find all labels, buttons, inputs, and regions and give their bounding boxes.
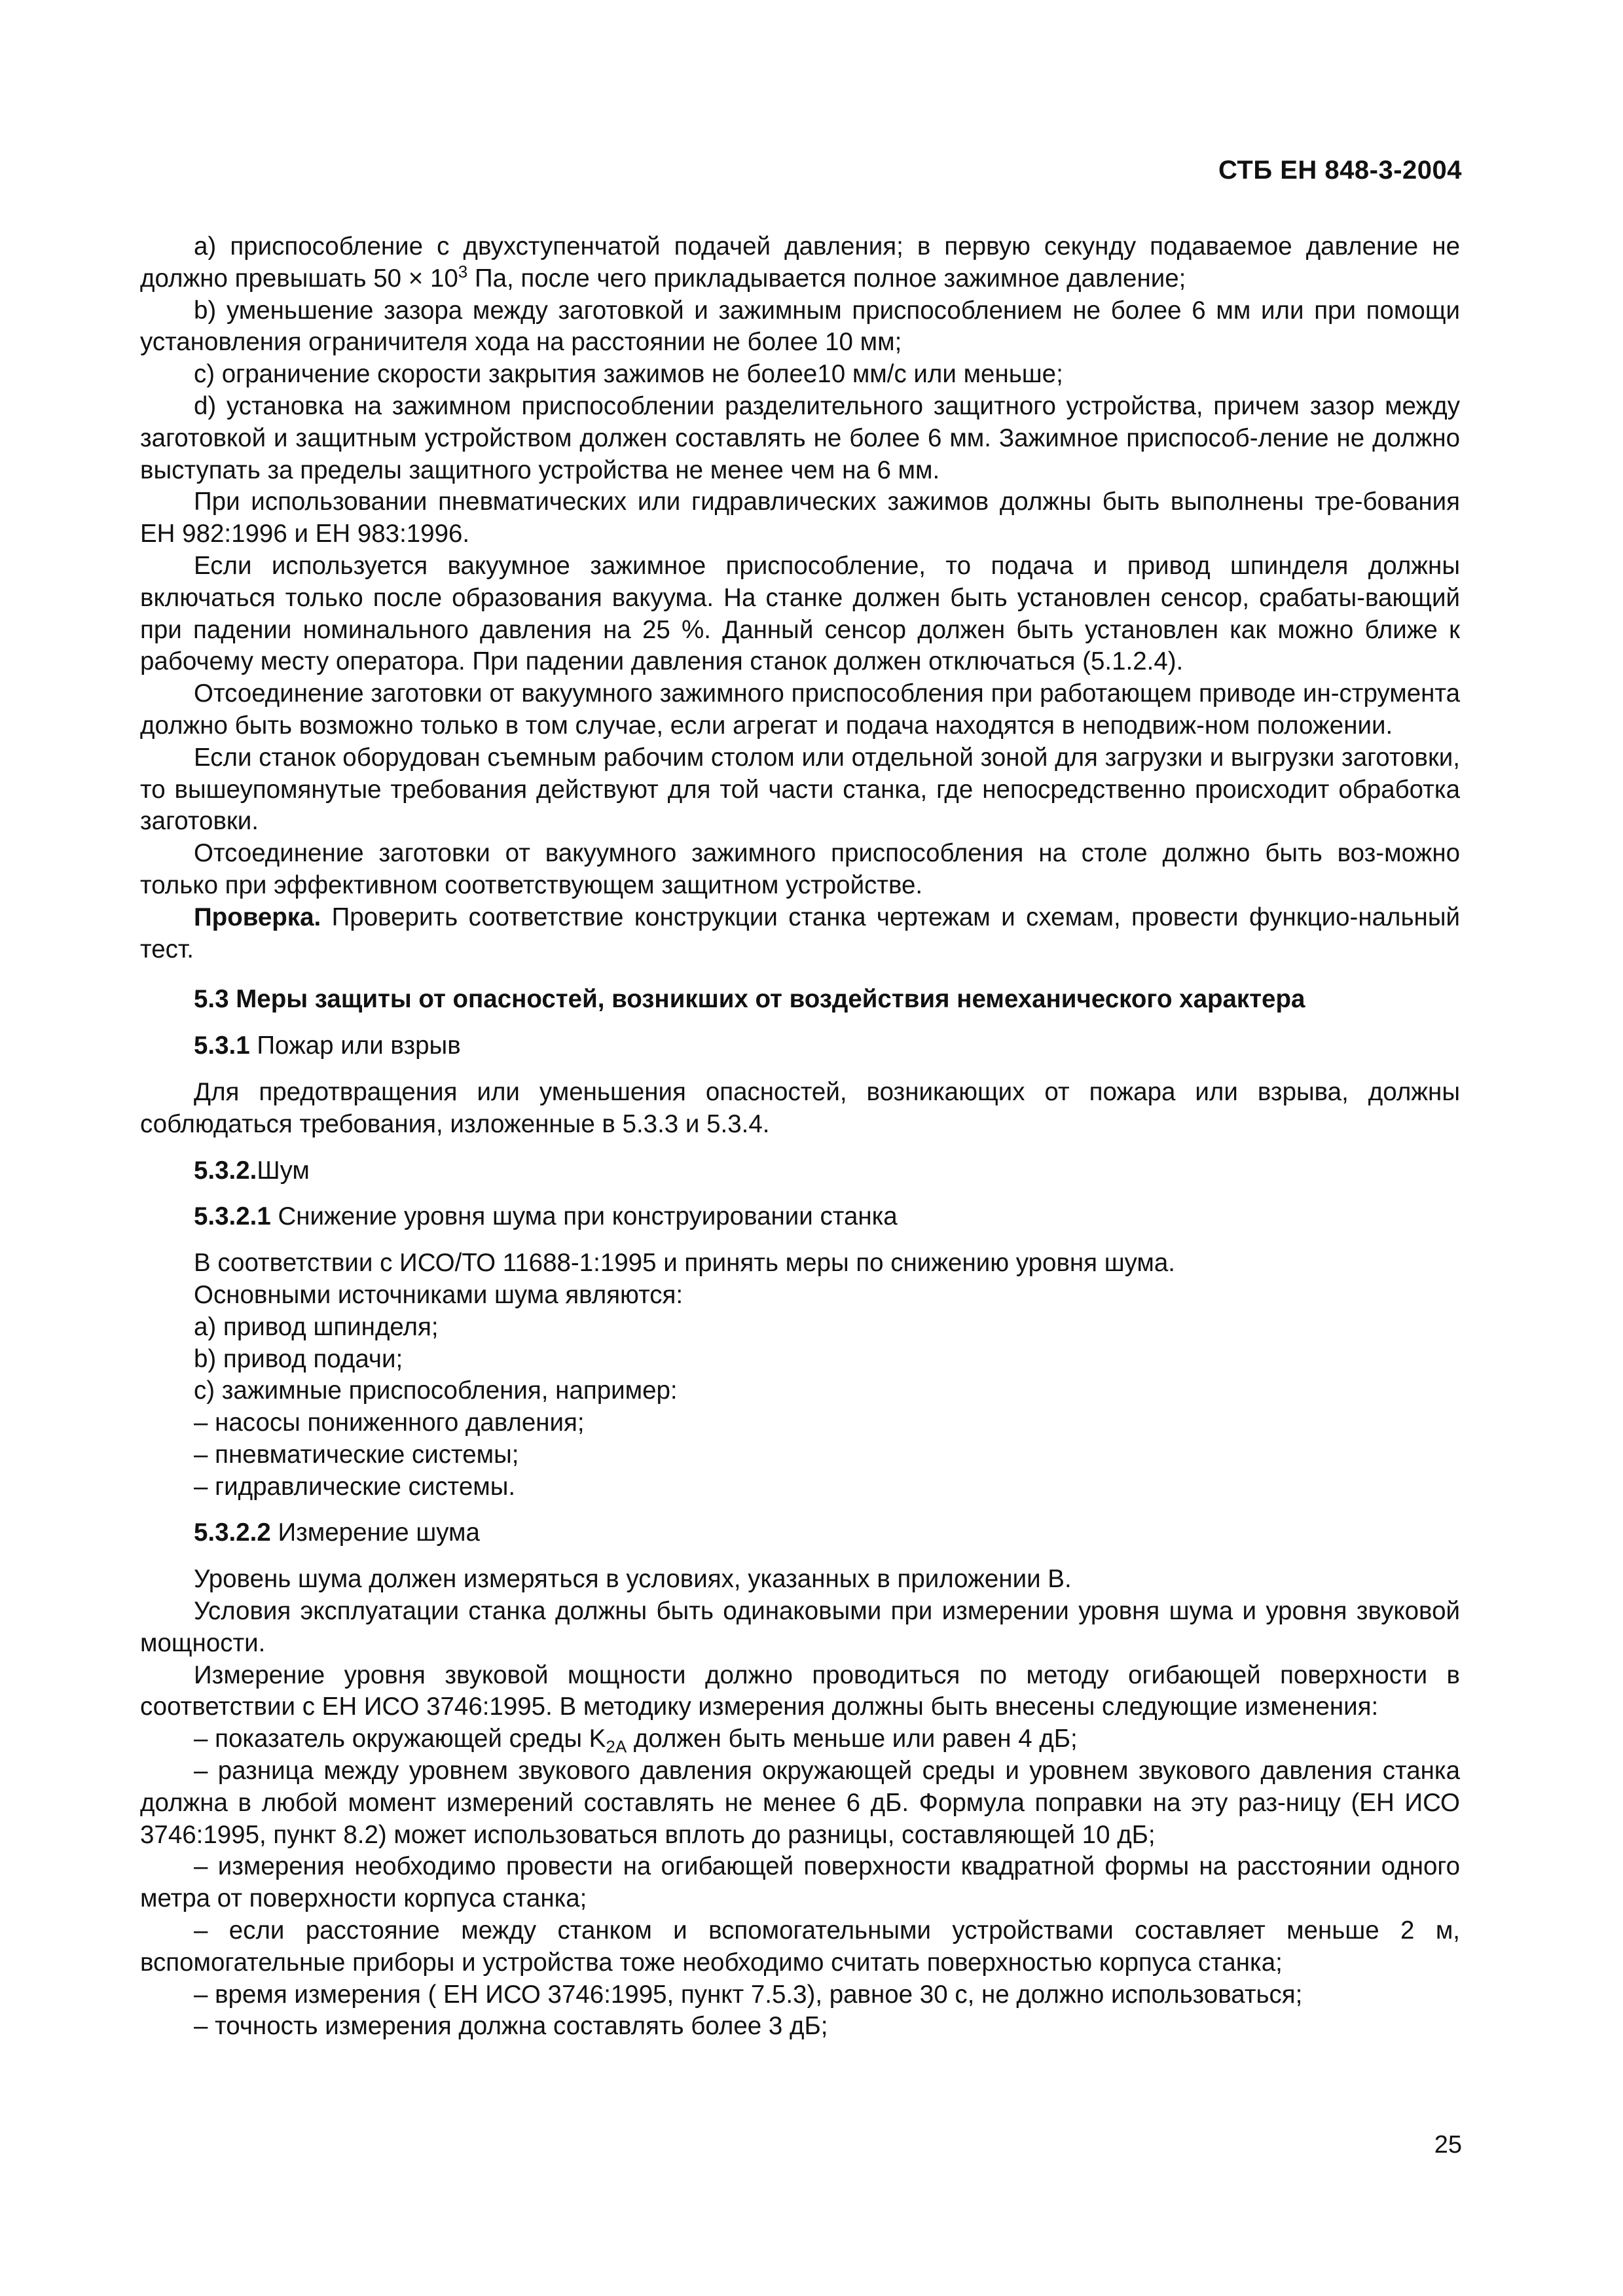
list-item: – измерения необходимо провести на огибающей поверхности квадратной формы на расстоянии одного метра от поверхности корпуса станка;	[140, 1852, 1460, 1913]
document-code-header: СТБ ЕН 848-3-2004	[1218, 156, 1462, 185]
document-body	[140, 231, 1460, 2043]
paragraph: Для предотвращения или уменьшения опасностей, возникающих от пожара или взрыва, должны соблюдаться требования, изложенные в 5.3.3 и 5.3.4.	[140, 1077, 1460, 1138]
list-item: b) привод подачи;	[194, 1344, 403, 1373]
list-item: – если расстояние между станком и вспомогательными устройствами составляет меньше 2 м, вспомогательные приборы и устройства тоже необходимо считать поверхностью корпуса станка;	[140, 1916, 1460, 1977]
list-item: – время измерения ( ЕН ИСО 3746:1995, пункт 7.5.3), равное 30 с, не должно использоваться;	[194, 1980, 1303, 2009]
list-item: а) привод шпинделя;	[194, 1312, 439, 1341]
list-item: – точность измерения должна составлять более 3 дБ;	[194, 2012, 828, 2041]
list-item: – гидравлические системы.	[194, 1472, 516, 1501]
paragraph: Основными источниками шума являются:	[194, 1280, 684, 1309]
paragraph: Уровень шума должен измеряться в условиях, указанных в приложении В.	[194, 1565, 1072, 1594]
paragraph: Условия эксплуатации станка должны быть одинаковыми при измерении уровня шума и уровня звуковой мощности.	[140, 1597, 1460, 1657]
paragraph: Если станок оборудован съемным рабочим столом или отдельной зоной для загрузки и выгрузки заготовки, то вышеупомянутые требования действуют для той части станка, где непосредственно происходит обработка заготовки.	[140, 743, 1460, 836]
subsection-heading-5-3-2-2: 5.3.2.2 Измерение шума	[194, 1518, 480, 1547]
paragraph: c) ограничение скорости закрытия зажимов не более10 мм/с или меньше;	[194, 360, 1063, 389]
section-heading-5-3: 5.3 Меры защиты от опасностей, возникших от воздействия немеханического характера	[194, 985, 1305, 1014]
list-item: – показатель окружающей среды $K_{2A}$ должен быть меньше или равен 4 дБ;	[194, 1725, 1078, 1757]
paragraph: Отсоединение заготовки от вакуумного зажимного приспособления на столе должно быть воз-можно только при эффективном соответствующем защитном устройстве.	[140, 839, 1460, 899]
paragraph: d) установка на зажимном приспособлении разделительного защитного устройства, причем зазор между заготовкой и защитным устройством должен составлять не более 6 мм. Зажимное приспособ-ление не должно выступать за пределы защитного устройства не менее чем на 6 мм.	[140, 391, 1460, 484]
list-item: c) зажимные приспособления, например:	[194, 1376, 678, 1405]
subsection-heading-5-3-2-1: 5.3.2.1 Снижение уровня шума при конструировании станка	[194, 1202, 898, 1231]
paragraph: а) приспособление с двухступенчатой подачей давления; в первую секунду подаваемое давление не должно превышать $50 \times 10^3$ Па, после чего прикладывается полное зажимное давление;	[140, 232, 1460, 293]
paragraph: Если используется вакуумное зажимное приспособление, то подача и привод шпинделя должны включаться только после образования вакуума. На станке должен быть установлен сенсор, срабаты-вающий при падении номинального давления на 25 %. Данный сенсор должен быть установлен как можно ближе к рабочему месту оператора. При падении давления станок должен отключаться (5.1.2.4).	[140, 551, 1460, 676]
list-item: – пневматические системы;	[194, 1440, 519, 1469]
paragraph: b) уменьшение зазора между заготовкой и зажимным приспособлением не более 6 мм или при помощи установления ограничителя хода на расстоянии не более 10 мм;	[140, 296, 1460, 357]
list-item: – насосы пониженного давления;	[194, 1408, 585, 1437]
paragraph: Измерение уровня звуковой мощности должно проводиться по методу огибающей поверхности в соответствии с ЕН ИСО 3746:1995. В методику измерения должны быть внесены следующие изменения:	[140, 1660, 1460, 1721]
paragraph: При использовании пневматических или гидравлических зажимов должны быть выполнены тре-бования ЕН 982:1996 и ЕН 983:1996.	[140, 488, 1460, 548]
subsection-heading-5-3-1: 5.3.1 Пожар или взрыв	[194, 1031, 461, 1060]
page-number: 25	[1434, 2131, 1462, 2159]
list-item: – разница между уровнем звукового давления окружающей среды и уровнем звукового давления станка должна в любой момент измерений составлять не менее 6 дБ. Формула поправки на эту раз-ницу (ЕН ИСО 3746:1995, пункт 8.2) может использоваться вплоть до разницы, составляющей 10 дБ;	[140, 1757, 1460, 1849]
paragraph: В соответствии с ИСО/ТО 11688-1:1995 и принять меры по снижению уровня шума.	[194, 1249, 1175, 1278]
subsection-heading-5-3-2: 5.3.2.Шум	[194, 1156, 310, 1185]
paragraph: Проверка. Проверить соответствие конструкции станка чертежам и схемам, провести функцио-нальный тест.	[140, 903, 1460, 963]
paragraph: Отсоединение заготовки от вакуумного зажимного приспособления при работающем приводе ин-струмента должно быть возможно только в том случае, если агрегат и подача находятся в неподвиж-ном положении.	[140, 679, 1460, 740]
